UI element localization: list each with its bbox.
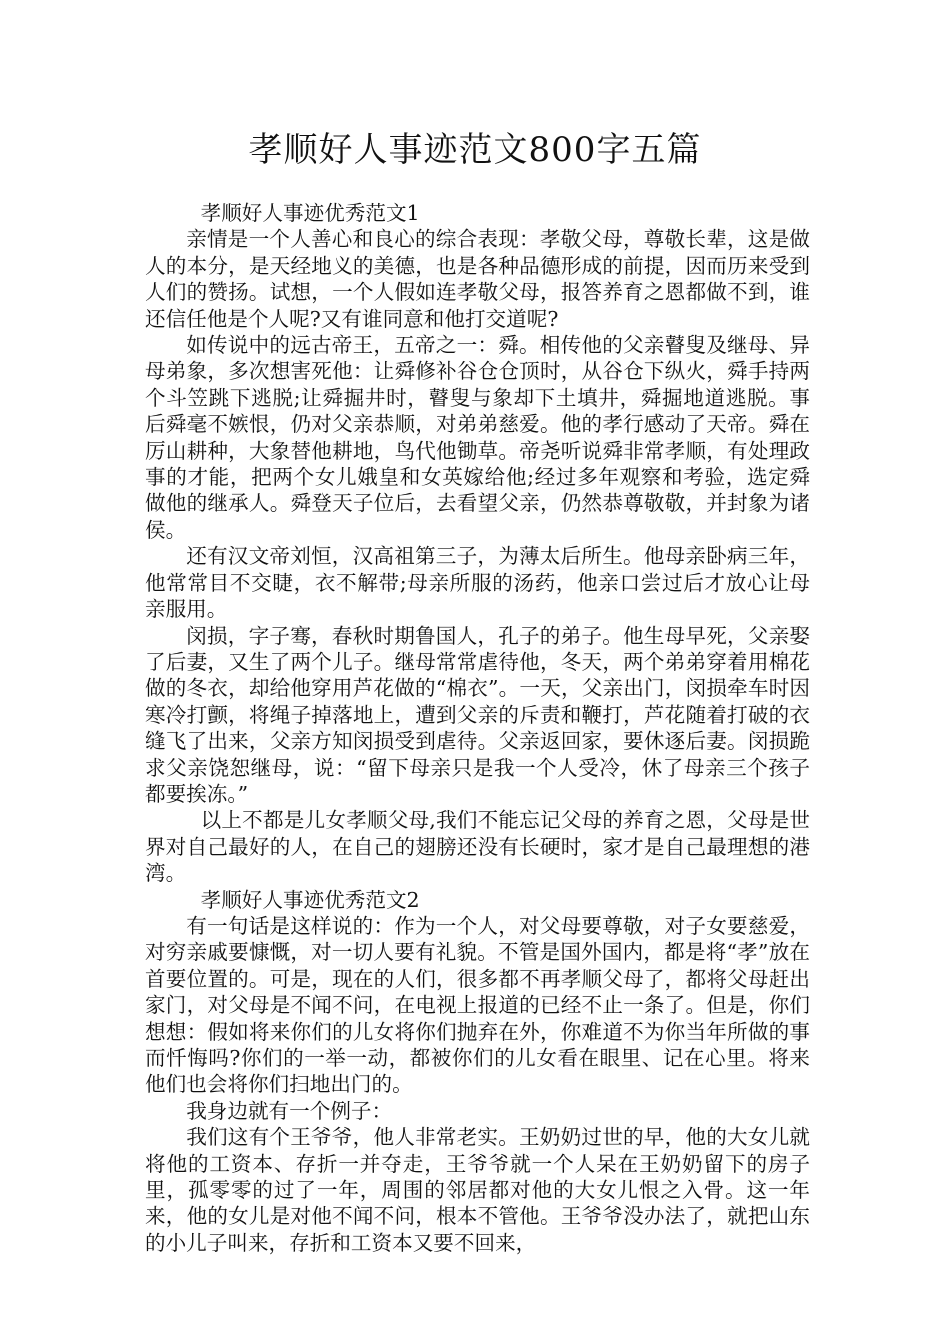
section-paragraph: 以上不都是儿女孝顺父母,我们不能忘记父母的养育之恩，父母是世界对自己最好的人，在自己的翅膀还没有长硬时，家才是自己最理想的港湾。 (145, 808, 810, 886)
body-paragraph: 我们这有个王爷爷，他人非常老实。王奶奶过世的早，他的大女儿就将他的工资本、存折一并夺走，王爷爷就一个人呆在王奶奶留下的房子里，孤零零的过了一年，周围的邻居都对他的大女儿恨之入骨。这一年来，他的女儿是对他不闻不问，根本不管他。王爷爷没办法了，就把山东的小儿子叫来，存折和工资本又要不回来， (145, 1125, 810, 1255)
body-paragraph: 闵损，字子骞，春秋时期鲁国人，孔子的弟子。他生母早死，父亲娶了后妻，又生了两个儿子。继母常常虐待他，冬天，两个弟弟穿着用棉花做的冬衣，却给他穿用芦花做的“棉衣”。一天，父亲出门，闵损牵车时因寒冷打颤，将绳子掉落地上，遭到父亲的斥责和鞭打，芦花随着打破的衣缝飞了出来，父亲方知闵损受到虐待。父亲返回家，要休逐后妻。闵损跪求父亲饶恕继母，说：“留下母亲只是我一个人受冷，休了母亲三个孩子都要挨冻。” (145, 623, 810, 806)
document-title: 孝顺好人事迹范文800字五篇 (248, 130, 702, 170)
section-paragraph: 孝顺好人事迹优秀范文1 (200, 201, 420, 225)
section-paragraph: 孝顺好人事迹优秀范文2 (200, 887, 420, 912)
body-paragraph: 亲情是一个人善心和良心的综合表现：孝敬父母，尊敬长辈，这是做人的本分，是天经地义的美德，也是各种品德形成的前提，因而历来受到人们的赞扬。试想，一个人假如连孝敬父母，报答养育之恩都做不到，谁还信任他是个人呢?又有谁同意和他打交道呢? (145, 227, 810, 331)
body-paragraph: 我身边就有一个例子： (186, 1098, 393, 1123)
document-body (145, 200, 810, 1256)
body-paragraph: 如传说中的远古帝王，五帝之一：舜。相传他的父亲瞽叟及继母、异母弟象，多次想害死他：让舜修补谷仓仓顶时，从谷仓下纵火，舜手持两个斗笠跳下逃脱;让舜掘井时，瞽叟与象却下土填井，舜掘地道逃脱。事后舜毫不嫉恨，仍对父亲恭顺，对弟弟慈爱。他的孝行感动了天帝。舜在厉山耕种，大象替他耕地，鸟代他锄草。帝尧听说舜非常孝顺，有处理政事的才能，把两个女儿娥皇和女英嫁给他;经过多年观察和考验，选定舜做他的继承人。舜登天子位后，去看望父亲，仍然恭尊敬敬，并封象为诸侯。 (145, 333, 810, 542)
body-paragraph: 还有汉文帝刘恒，汉高祖第三子，为薄太后所生。他母亲卧病三年，他常常目不交睫，衣不解带;母亲所服的汤药，他亲口尝过后才放心让母亲服用。 (145, 544, 810, 622)
body-paragraph: 有一句话是这样说的：作为一个人，对父母要尊敬，对子女要慈爱，对穷亲戚要慷慨，对一切人要有礼貌。不管是国外国内，都是将“孝”放在首要位置的。可是，现在的人们，很多都不再孝顺父母了，都将父母赶出家门，对父母是不闻不问，在电视上报道的已经不止一条了。但是，你们想想：假如将来你们的儿女将你们抛弃在外，你难道不为你当年所做的事而忏悔吗?你们的一举一动，都被你们的儿女看在眼里、记在心里。将来他们也会将你们扫地出门的。 (145, 913, 810, 1097)
